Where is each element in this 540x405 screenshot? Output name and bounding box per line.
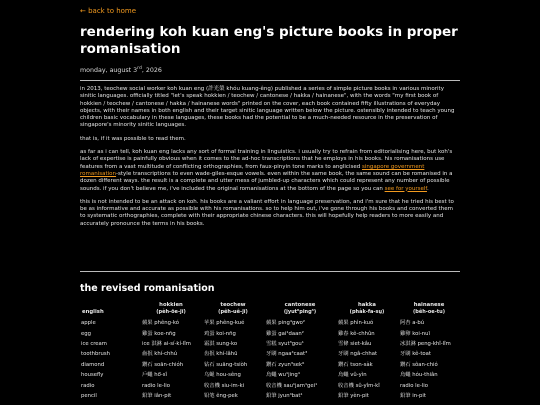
divider-section bbox=[80, 271, 460, 272]
table-header-row bbox=[80, 302, 460, 318]
intro-paragraph-4: this is not intended to be an attack on koh. his books are a valiant effort in language preservation, and i'm sure that he tried his best to be as informative and accurate as possible with his romanisations. so to help him out, i've gone through his books and converted them to systematic orthographies, complete with their appropriate chinese characters. this will hopefully help readers to more easily and accurately pronounce the terms in his books. bbox=[80, 198, 454, 227]
col-header-teochew: teochew (pêh-uê-jī) bbox=[218, 302, 248, 315]
col-header-hakka: hakka (pha̍k-fa-sṳ) bbox=[349, 302, 385, 315]
table-row: diamond 鑽石 soān-chio̍h 钻石 suāng-tsiòh 鑽石 zyun³sek⁶ 鑽石 tson-sa̍k 鑽石 sôan-chió bbox=[81, 361, 438, 368]
romanisation-table bbox=[80, 302, 460, 401]
table-row: radio radio le-lio 收音機 siu-im-ki 收音機 sau¹jam¹gei¹ 收音機 sû-yîm-kî radio le-lio bbox=[81, 382, 429, 389]
back-home-link[interactable]: ← back to home bbox=[80, 7, 137, 15]
section-heading: the revised romanisation bbox=[80, 283, 215, 294]
col-header-hainanese: hainanese (bêh-oe-tu) bbox=[412, 302, 446, 315]
table-row: toothbrush 齒抿 khí-chhú 齿抿 khí-lâhū 牙刷 ngaa⁴caat³ 牙刷 ngâ-chhat 牙刷 kê-toat bbox=[81, 351, 431, 358]
table-row: housefly 戶蠅 hō͘-sî 乌蝇 hou-sêng 烏蠅 wu¹jing⁴ 烏蠅 vû-yìn 烏蠅 hóu-thiân bbox=[81, 372, 438, 379]
divider-top bbox=[80, 80, 460, 81]
see-for-yourself-link[interactable]: see for yourself bbox=[384, 185, 427, 192]
col-header-hokkien: hokkien (pe̍h-ōe-jī) bbox=[156, 302, 186, 315]
col-header-cantonese: cantonese (jyut⁶ping³) bbox=[283, 302, 317, 315]
table-row: apple 蘋果 phêng-kó 苹果 phêng-kué 蘋果 ping⁴gwo² 蘋果 phìn-kuó 阿杏 a-bú bbox=[81, 320, 425, 327]
intro-text bbox=[80, 86, 460, 234]
intro-paragraph-2: that is, if it was possible to read them. bbox=[80, 135, 186, 142]
table-row: pencil 鉛筆 iân-pit 铅笔 êng-pek 鉛筆 jyun⁴bat¹ 鉛筆 yèn-pit 鉛筆 in-pit bbox=[81, 392, 426, 399]
intro-paragraph-3: as far as i can tell, koh kuan eng lacks any sort of formal training in linguistics. i usually try to refrain from editorialising here, but koh's lack of expertise is painfully obvious when it comes to the ad-hoc transcriptions that he employs in his books. his romanisations use features from a vast multitude of conflicting orthographies, from faux-pinyin tone marks to anglicised singapore government romanisation-style transcriptions to even wade-giles-esque vowels. even within the same book, the same sound can be romanised in a dozen different ways. the result is a complete and utter mess of jumbled-up characters which could represent any number of possible sounds. if you don't believe me, i've included the original romanisations at the bottom of the page so you can see for yourself. bbox=[80, 149, 453, 192]
table-row: egg 雞蛋 koe-nn̄g 鸡蛋 koi-nn̄g 雞蛋 gai¹daan² 雞春 kê-chhûn 雞卵 koi-nuī bbox=[81, 330, 430, 337]
sgr-link[interactable]: singapore government romanisation bbox=[80, 163, 425, 177]
table-row: ice cream ice 淇淋 ai-sí-kí-lîm 霜淇 sung-ko 雪糕 syut³gou¹ 雪條 siet-kâu 冰淇淋 peng-khî-lîm bbox=[81, 340, 451, 347]
col-header-english: english bbox=[82, 308, 104, 315]
intro-paragraph-1: in 2013, teochew social worker koh kuan eng (許光榮 khóu kuang-êng) published a series of simple picture books in various minority sinitic languages. officially titled "let's speak hokkien / teochew / cantonese / hakka / hainanese", with the words "my first book of hokkien / teochew / cantonese / hakka / hainanese words" printed on the cover, each book contained fifty illustrations of everyday objects, with their names in both english and their target sinitic language written below the picture. ostensibly intended to teach young children basic vocabulary in these languages, these books had the potential to be a much-needed resource in the preservation of singapore's minority sinitic languages. bbox=[80, 86, 455, 129]
post-date: monday, august 3rd, 2026 bbox=[80, 66, 162, 75]
page-title: rendering koh kuan eng's picture books in proper romanisation bbox=[80, 24, 458, 57]
